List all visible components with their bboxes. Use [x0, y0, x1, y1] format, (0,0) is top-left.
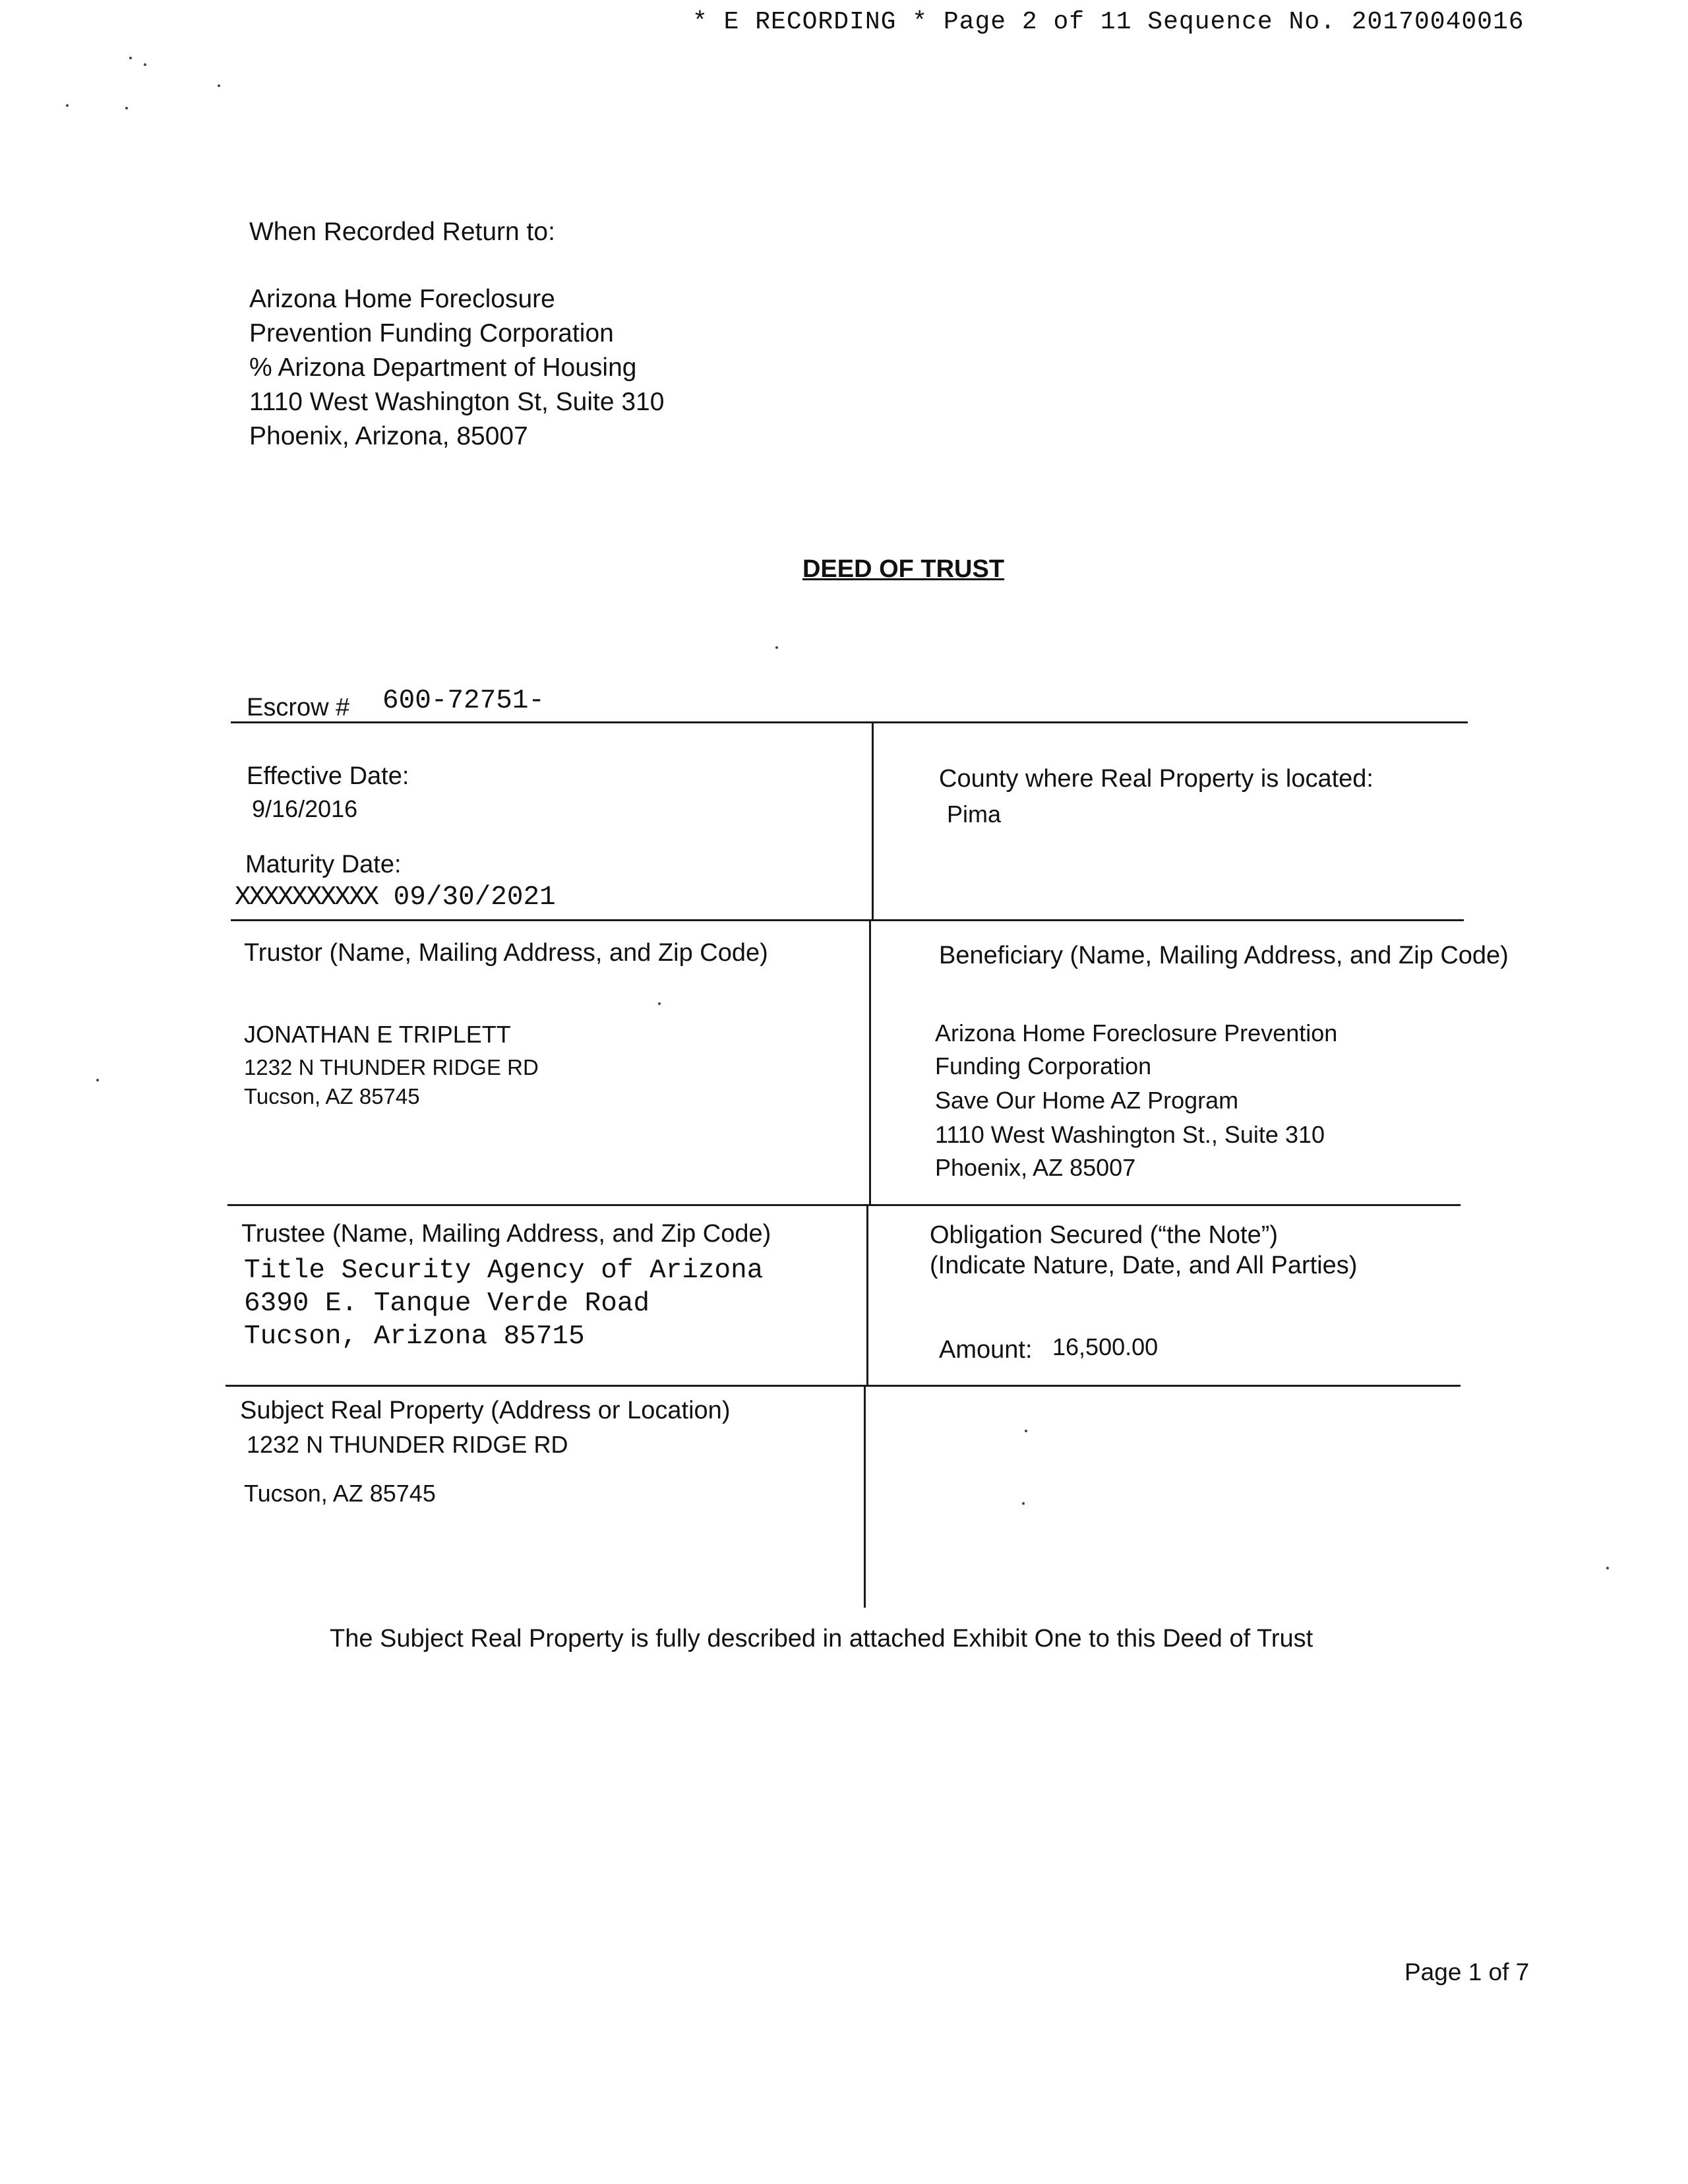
trustor-label: Trustor (Name, Mailing Address, and Zip Code) — [244, 939, 768, 967]
effective-date-value: 9/16/2016 — [252, 795, 358, 822]
beneficiary-line: Funding Corporation — [935, 1052, 1152, 1079]
obligation-sublabel: (Indicate Nature, Date, and All Parties) — [930, 1252, 1358, 1279]
beneficiary-line: Phoenix, AZ 85007 — [935, 1154, 1136, 1181]
exhibit-note: The Subject Real Property is fully described in attached Exhibit One to this Deed of Trust — [330, 1625, 1313, 1653]
document-title: DEED OF TRUST — [802, 555, 1005, 583]
trustor-name: JONATHAN E TRIPLETT — [244, 1021, 511, 1048]
escrow-number: 600-72751- — [382, 686, 545, 716]
county-label: County where Real Property is located: — [939, 765, 1373, 793]
trustee-line: Title Security Agency of Arizona — [244, 1256, 764, 1286]
trustor-city: Tucson, AZ 85745 — [244, 1084, 420, 1108]
trustor-street: 1232 N THUNDER RIDGE RD — [244, 1055, 539, 1079]
county-value: Pima — [947, 801, 1002, 828]
trustee-line: 6390 E. Tanque Verde Road — [244, 1289, 650, 1319]
return-to-line: Prevention Funding Corporation — [249, 319, 614, 348]
row-rule — [227, 1204, 1461, 1206]
maturity-date-value — [235, 882, 556, 913]
beneficiary-line: Save Our Home AZ Program — [935, 1087, 1239, 1114]
amount-label: Amount: — [939, 1336, 1033, 1364]
beneficiary-line: 1110 West Washington St., Suite 310 — [935, 1121, 1325, 1148]
column-divider — [869, 919, 871, 1205]
property-street: 1232 N THUNDER RIDGE RD — [247, 1431, 568, 1458]
effective-date-label: Effective Date: — [247, 762, 409, 790]
trustee-label: Trustee (Name, Mailing Address, and Zip Code) — [241, 1220, 771, 1248]
escrow-label: Escrow # — [247, 694, 350, 721]
column-divider — [866, 1204, 868, 1386]
recording-stamp: * E RECORDING * Page 2 of 11 Sequence No. 20170040016 — [692, 8, 1524, 36]
column-divider — [872, 721, 874, 921]
trustee-line: Tucson, Arizona 85715 — [244, 1321, 585, 1352]
return-to-heading: When Recorded Return to: — [249, 218, 555, 246]
obligation-label: Obligation Secured (“the Note”) — [930, 1221, 1279, 1249]
escrow-rule — [231, 721, 1468, 723]
maturity-date-struck: XXXXXXXXXX — [235, 882, 378, 913]
column-divider — [864, 1385, 866, 1608]
beneficiary-line: Arizona Home Foreclosure Prevention — [935, 1019, 1338, 1046]
row-rule — [226, 1385, 1461, 1387]
return-to-line: Phoenix, Arizona, 85007 — [249, 422, 528, 450]
row-rule — [231, 919, 1464, 921]
return-to-line: % Arizona Department of Housing — [249, 353, 637, 382]
return-to-line: Arizona Home Foreclosure — [249, 285, 555, 313]
return-to-line: 1110 West Washington St, Suite 310 — [249, 388, 665, 416]
maturity-date-corrected: 09/30/2021 — [393, 882, 556, 913]
property-label: Subject Real Property (Address or Location) — [240, 1397, 731, 1424]
page-number: Page 1 of 7 — [1404, 1958, 1530, 1986]
maturity-date-label: Maturity Date: — [245, 851, 402, 878]
property-city: Tucson, AZ 85745 — [244, 1480, 436, 1507]
amount-value: 16,500.00 — [1052, 1333, 1159, 1360]
beneficiary-label: Beneficiary (Name, Mailing Address, and Zip Code) — [939, 942, 1509, 969]
